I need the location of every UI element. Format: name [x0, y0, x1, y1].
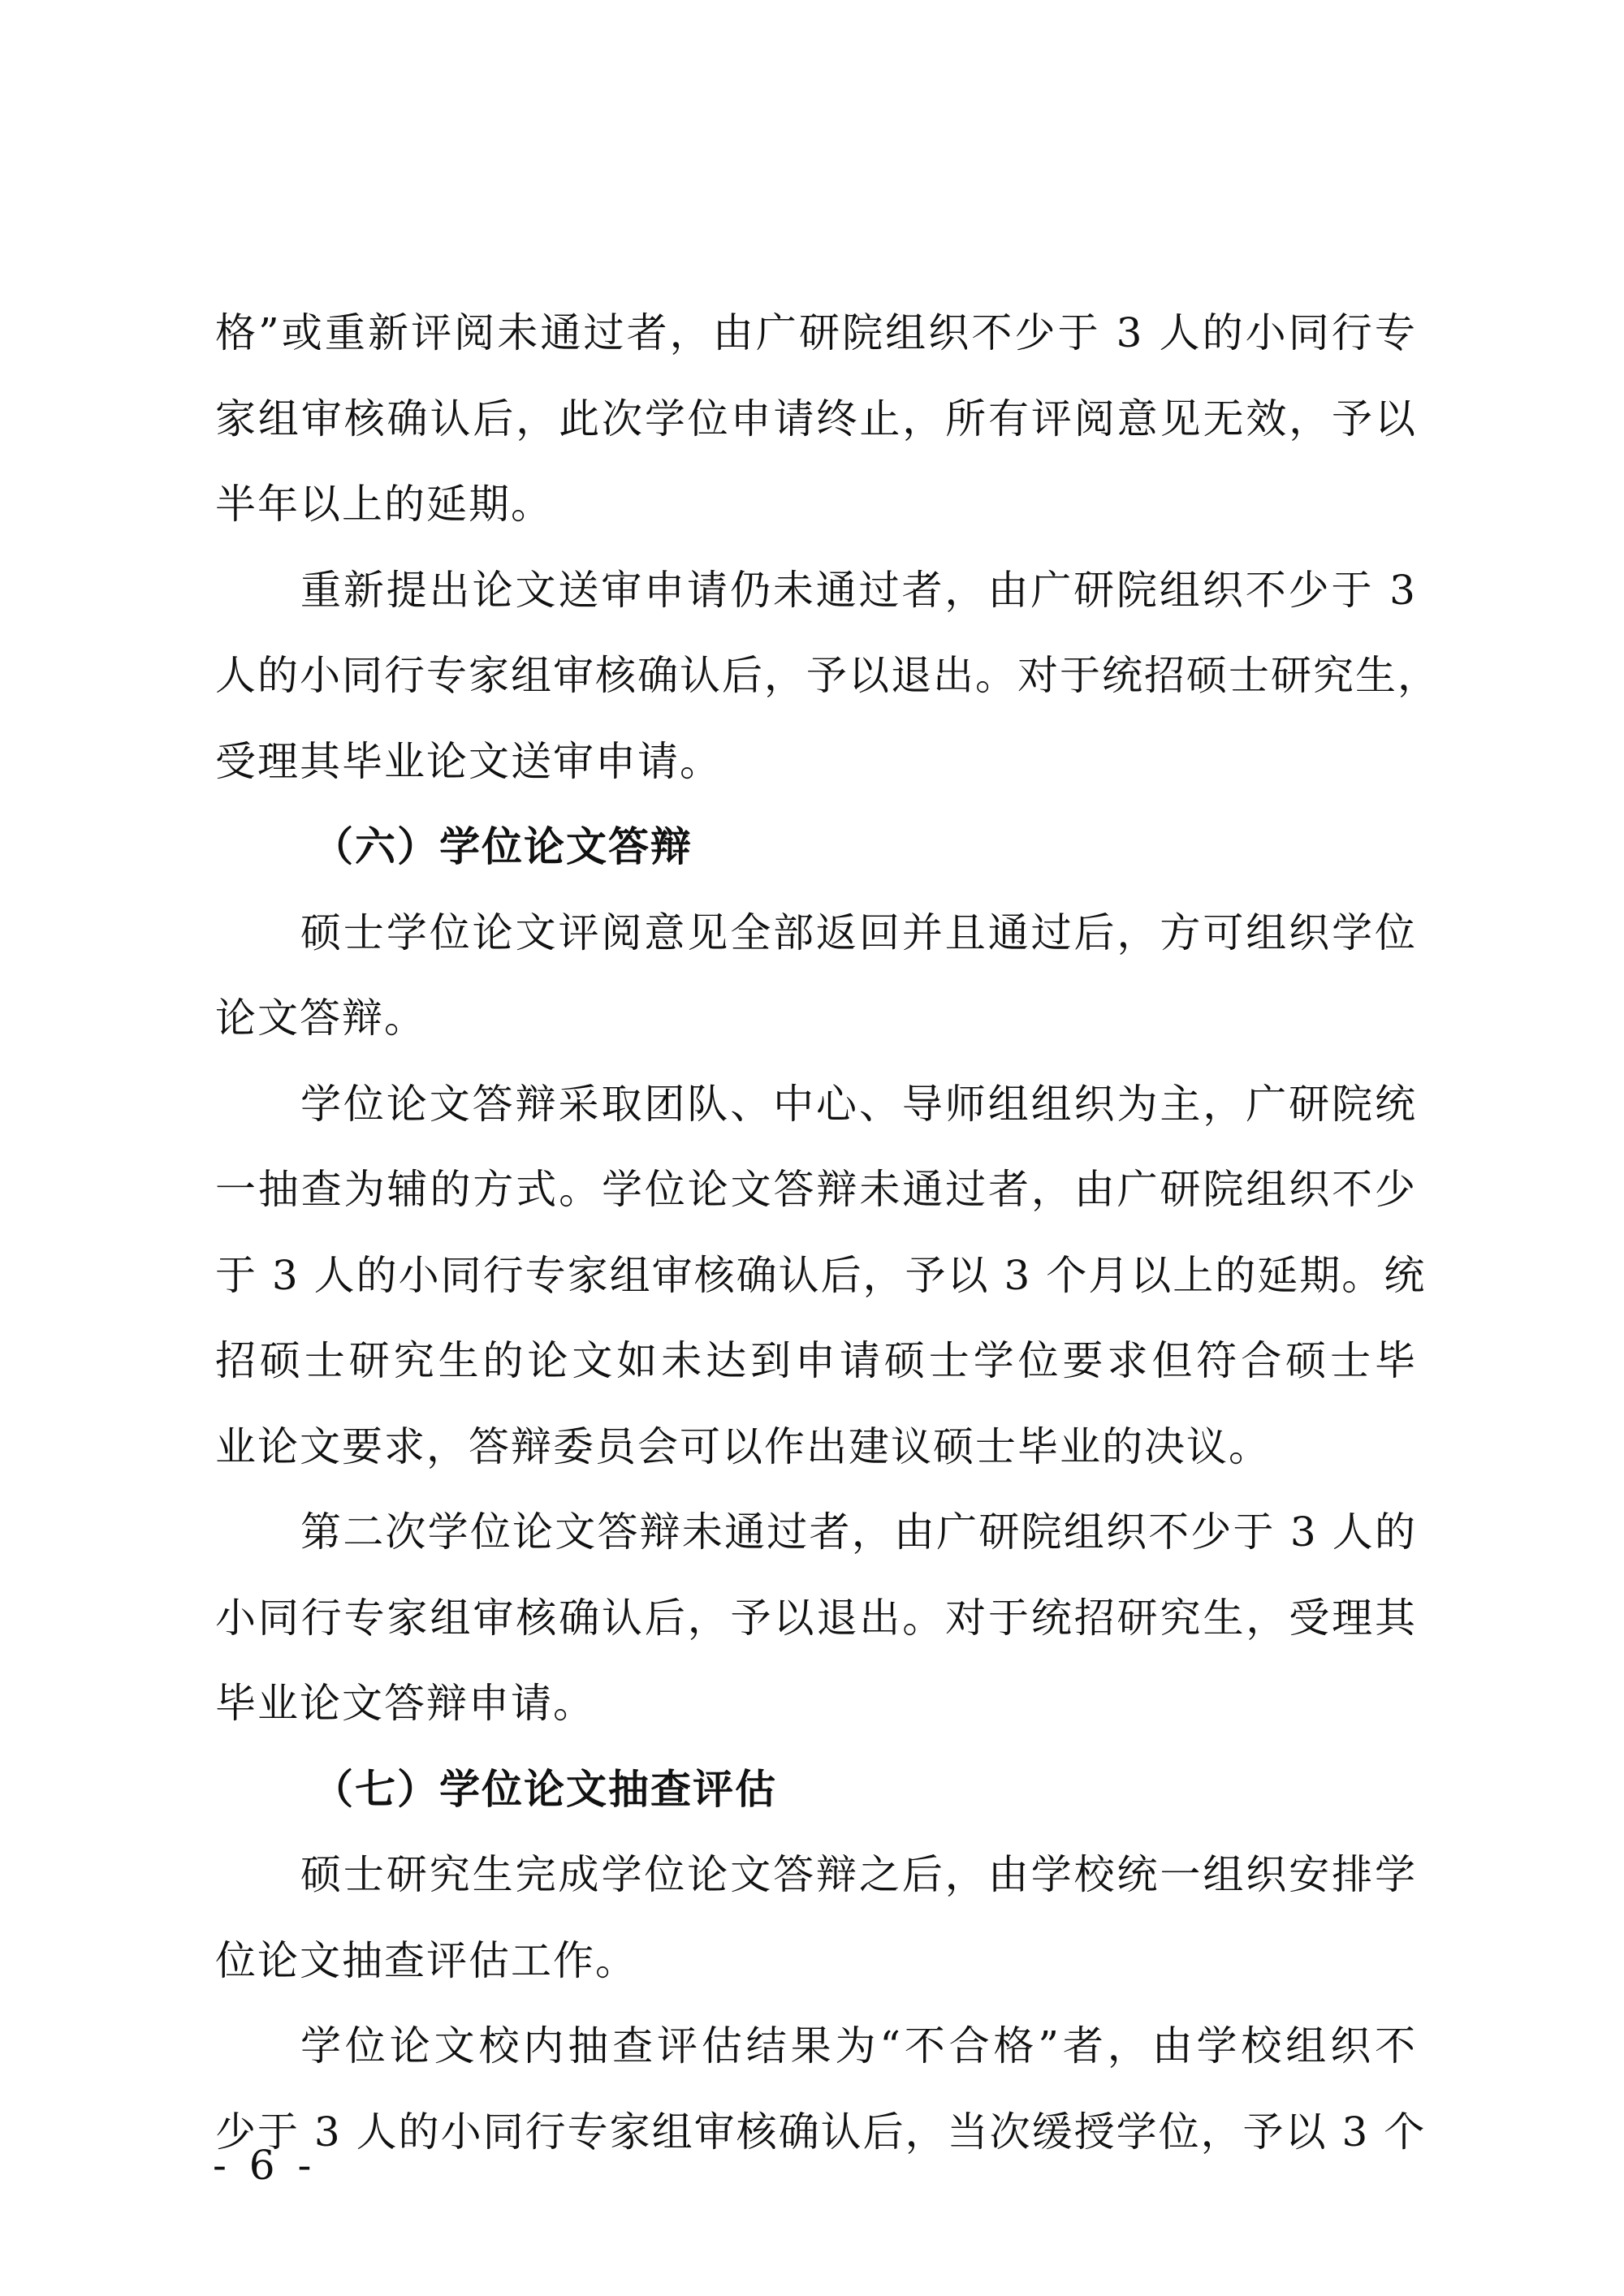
p5-l2: 小同行专家组审核确认后，予以退出。对于统招研究生，受理其	[215, 1595, 1417, 1642]
p2-l3: 受理其毕业论文送审申请。	[215, 738, 722, 785]
p5-l3: 毕业论文答辩申请。	[215, 1680, 595, 1727]
p5-l1: 第二次学位论文答辩未通过者，由广研院组织不少于 3 人的	[300, 1508, 1417, 1556]
p1-l3: 半年以上的延期。	[215, 481, 553, 528]
h7: （七）学位论文抽查评估	[313, 1765, 777, 1813]
p4-l3: 于 3 人的小同行专家组审核确认后，予以 3 个月以上的延期。统	[215, 1252, 1427, 1299]
p1-l1: 格”或重新评阅未通过者，由广研院组织不少于 3 人的小同行专	[215, 309, 1417, 356]
p3-l2: 论文答辩。	[215, 995, 426, 1042]
page-number: - 6 -	[213, 2142, 317, 2189]
h6: （六）学位论文答辩	[313, 822, 693, 870]
p7-l2: 少于 3 人的小同行专家组审核确认后，当次缓授学位，予以 3 个	[215, 2108, 1427, 2156]
p6-l1: 硕士研究生完成学位论文答辩之后，由学校统一组织安排学	[300, 1851, 1417, 1898]
p1-l2: 家组审核确认后，此次学位申请终止，所有评阅意见无效，予以	[215, 395, 1417, 442]
p7-l1: 学位论文校内抽查评估结果为“不合格”者，由学校组织不	[300, 2022, 1417, 2069]
p2-l2: 人的小同行专家组审核确认后，予以退出。对于统招硕士研究生，	[215, 652, 1440, 699]
p4-l2: 一抽查为辅的方式。学位论文答辩未通过者，由广研院组织不少	[215, 1166, 1417, 1213]
p4-l4: 招硕士研究生的论文如未达到申请硕士学位要求但符合硕士毕	[215, 1337, 1417, 1384]
p6-l2: 位论文抽查评估工作。	[215, 1937, 637, 1984]
p4-l5: 业论文要求，答辩委员会可以作出建议硕士毕业的决议。	[215, 1423, 1271, 1470]
p3-l1: 硕士学位论文评阅意见全部返回并且通过后，方可组织学位	[300, 909, 1417, 956]
p2-l1: 重新提出论文送审申请仍未通过者，由广研院组织不少于 3	[300, 567, 1417, 614]
p4-l1: 学位论文答辩采取团队、中心、导师组组织为主，广研院统	[300, 1081, 1417, 1128]
